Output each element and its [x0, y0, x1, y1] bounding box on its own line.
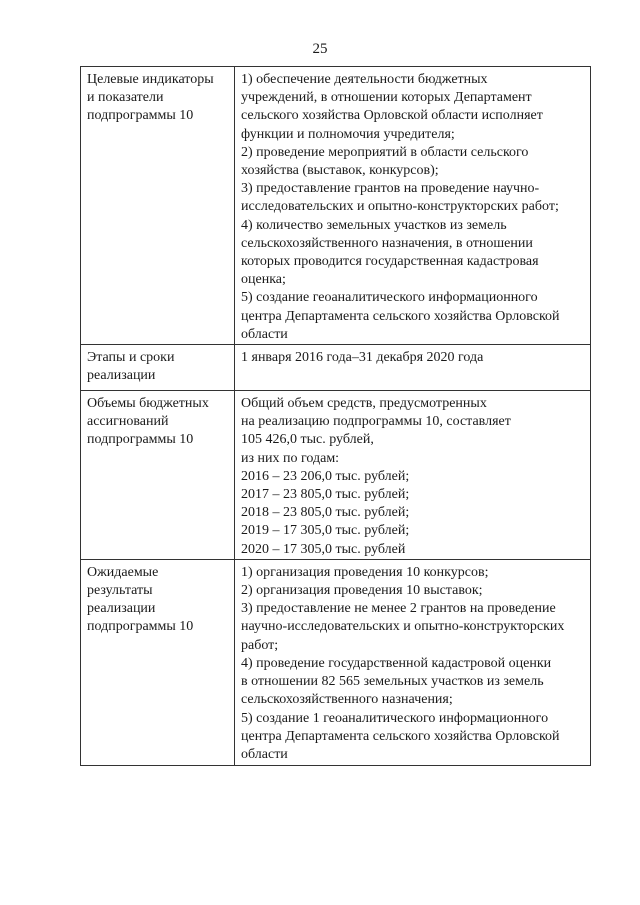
row-label	[81, 391, 235, 560]
row-value-line: области	[241, 746, 288, 762]
row-value-line: 3) предоставление не менее 2 грантов на проведение	[241, 601, 556, 617]
row-label-line: подпрограммы 10	[87, 432, 194, 448]
row-label-line: Целевые индикаторы	[87, 72, 214, 87]
row-value-line: 2) организация проведения 10 выставок;	[241, 583, 483, 599]
row-value-line: из них по годам:	[241, 450, 340, 466]
row-value-line: исследовательских и опытно-конструкторских работ;	[241, 199, 559, 215]
row-value-line: 2019 – 17 305,0 тыс. рублей;	[241, 523, 410, 539]
row-label-line: подпрограммы 10	[87, 108, 194, 124]
row-value-line: 5) создание 1 геоаналитического информационного	[241, 710, 549, 726]
row-label-line: ассигнований	[87, 414, 169, 430]
row-value-line: 2020 – 17 305,0 тыс. рублей	[241, 541, 406, 557]
page-number: 25	[312, 41, 328, 57]
row-value	[235, 67, 591, 345]
row-label-line: и показатели	[87, 90, 164, 106]
row-value-line: работ;	[241, 637, 279, 653]
row-label-line: реализации	[87, 601, 156, 617]
row-value-line: области	[241, 326, 288, 342]
row-label-line: реализации	[87, 368, 156, 384]
row-value-line: 3) предоставление грантов на проведение научно-	[241, 181, 540, 197]
row-value-line: 1) организация проведения 10 конкурсов;	[241, 564, 489, 580]
row-value-line: Общий объем средств, предусмотренных	[241, 396, 487, 412]
row-value	[235, 345, 591, 391]
row-value-line: на реализацию подпрограммы 10, составляет	[241, 414, 511, 430]
row-label	[81, 345, 235, 391]
row-label	[81, 67, 235, 345]
row-value-line: которых проводится государственная кадастровая	[241, 254, 539, 270]
row-label-line: Объемы бюджетных	[87, 396, 209, 412]
row-value-line: функции и полномочия учредителя;	[241, 126, 455, 142]
row-value-line: хозяйства (выставок, конкурсов);	[241, 163, 439, 179]
row-label-line: результаты	[87, 583, 153, 599]
row-label-line: подпрограммы 10	[87, 619, 194, 635]
row-value	[235, 559, 591, 765]
row-value-line: 2018 – 23 805,0 тыс. рублей;	[241, 505, 410, 521]
row-label-line: Этапы и сроки	[87, 350, 175, 366]
row-value-line: 4) проведение государственной кадастровой оценки	[241, 655, 552, 671]
row-label	[81, 559, 235, 765]
row-label-line: Ожидаемые	[87, 564, 159, 580]
row-value-line: 105 426,0 тыс. рублей,	[241, 432, 374, 448]
row-value-line: 2) проведение мероприятий в области сельского	[241, 144, 529, 160]
row-value-line: 1) обеспечение деятельности бюджетных	[241, 72, 488, 87]
row-value-line: 2017 – 23 805,0 тыс. рублей;	[241, 487, 410, 503]
table-row-target-indicators	[81, 67, 591, 345]
row-value-line: 2016 – 23 206,0 тыс. рублей;	[241, 468, 410, 484]
row-value-line: 1 января 2016 года–31 декабря 2020 года	[241, 350, 484, 366]
row-value-line: сельскохозяйственного назначения;	[241, 692, 453, 708]
row-value-line: сельского хозяйства Орловской области исполняет	[241, 108, 543, 124]
table-row-budget-allocations	[81, 391, 591, 560]
row-value-line: научно-исследовательских и опытно-конструкторских	[241, 619, 565, 635]
row-value-line: центра Департамента сельского хозяйства Орловской	[241, 308, 560, 324]
row-value-line: центра Департамента сельского хозяйства Орловской	[241, 728, 560, 744]
table-row-expected-results	[81, 559, 591, 765]
row-value-line: 5) создание геоаналитического информационного	[241, 290, 538, 306]
row-value-line: в отношении 82 565 земельных участков из земель	[241, 674, 544, 690]
row-value-line: сельскохозяйственного назначения, в отношении	[241, 235, 533, 251]
row-value-line: учреждений, в отношении которых Департамент	[241, 90, 532, 106]
table-row-stages-and-terms	[81, 345, 591, 391]
subprogram-passport-table	[80, 66, 591, 766]
row-value-line: оценка;	[241, 272, 286, 288]
row-value-line: 4) количество земельных участков из земель	[241, 217, 507, 233]
row-value	[235, 391, 591, 560]
